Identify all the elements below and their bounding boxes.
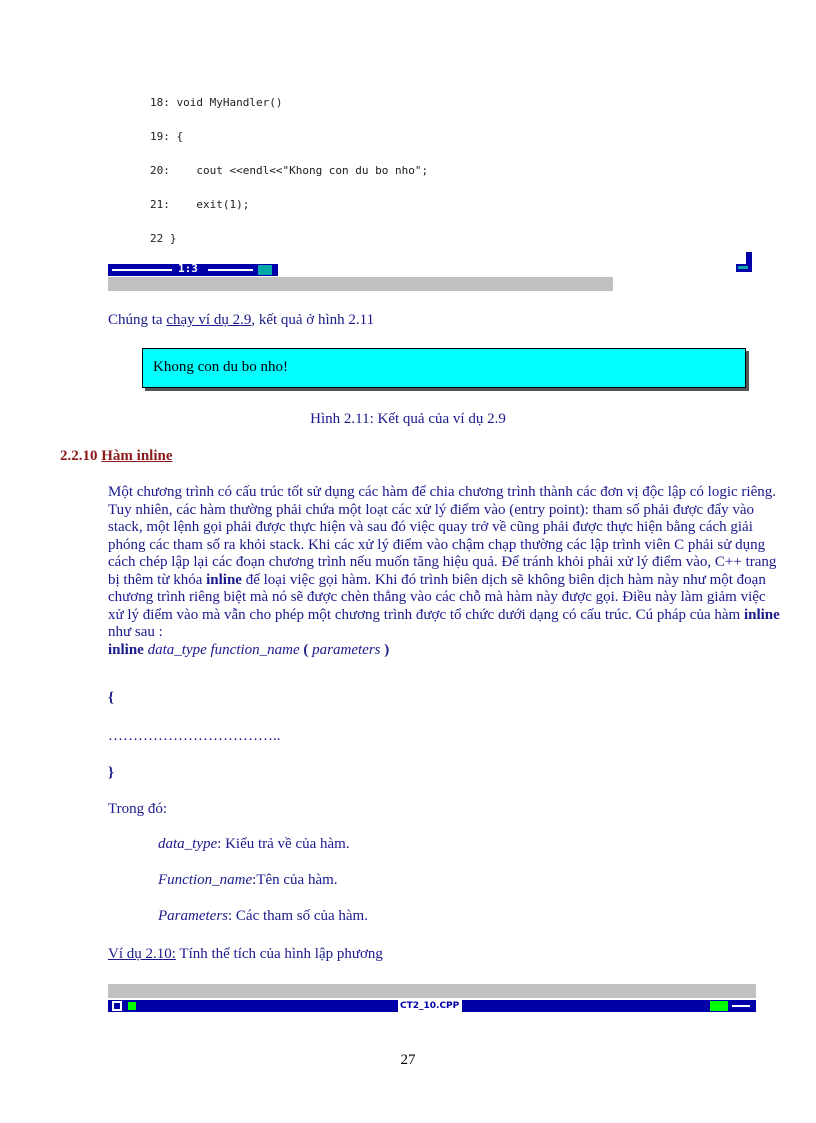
def-data-type: data_type: Kiểu trả về của hàm. (158, 836, 350, 852)
resize-corner-icon[interactable] (736, 252, 752, 272)
program-output-text: Khong con du bo nho! (153, 359, 288, 375)
ide-hotkey-bar (108, 277, 613, 291)
def-function-name: Function_name:Tên của hàm. (158, 872, 338, 888)
syntax-close-paren: ) (384, 641, 390, 658)
cursor-position: 1:3 (178, 262, 198, 275)
syntax-params: parameters (312, 641, 381, 658)
code-line-18: 18: void MyHandler() (150, 96, 283, 109)
syntax-open-paren: ( (303, 641, 309, 658)
brace-close: } (108, 765, 114, 781)
run-sentence-suffix: , kết quả ở hình 2.11 (251, 312, 375, 328)
program-output-box (142, 348, 746, 388)
ide-editor-frame (108, 264, 278, 276)
run-sentence-prefix: Chúng ta (108, 312, 167, 328)
code-line-19: 19: { (150, 130, 184, 143)
run-sentence (108, 312, 728, 330)
example-heading: Ví dụ 2.10: Tính thể tích của hình lập phương (108, 946, 383, 962)
section-title: Hàm inline (101, 448, 173, 464)
figure-caption: Hình 2.11: Kết quả của ví dụ 2.9 (310, 411, 506, 427)
window-indicator-icon (128, 1002, 136, 1010)
ide-window-frame (108, 1000, 756, 1012)
syntax-name: function_name (210, 641, 300, 658)
code-line-20: 20: cout <<endl<<"Khong con du bo nho"; (150, 164, 429, 177)
syntax-type: data_type (147, 641, 207, 658)
example-link[interactable]: Ví dụ 2.10: (108, 946, 176, 962)
editor-filename: CT2_10.CPP (400, 1001, 460, 1011)
page-number: 27 (400, 1052, 416, 1068)
brace-open: { (108, 690, 114, 706)
scroll-arrow-icon[interactable] (258, 265, 272, 275)
code-line-22: 22 } (150, 232, 177, 245)
body-paragraph: Một chương trình có cấu trúc tốt sử dụng các hàm để chia chương trình thành các đơn vị độc lập có logic riêng. Tuy nhiên, các hàm thường phải chứa một loạt các xử lý điểm vào (entry point): tham số phải được đẩy vào stack, một lệnh gọi phải được thực hiện và sau đó việc quay trở về cũng phải được thực hiện bằng cách giải phóng các tham số ra khỏi stack. Khi các xử lý điểm vào chậm chạp thường các lập trình viên C phải sử dụng cách chép lập lại các đoạn chương trình nếu muốn tăng hiệu quả. Để tránh khỏi phải xử lý điểm vào, C++ trang bị thêm từ khóa inline để loại việc gọi hàm. Khi đó trình biên dịch sẽ không biên dịch hàm này như một đoạn chương trình riêng biệt mà nó sẽ được chèn thẳng vào các chỗ mà hàm này được gọi. Điều này làm giảm việc xử lý điểm vào mà vẫn cho phép một chương trình được tổ chức dưới dạng có cấu trúc. Cú pháp của hàm inline như sau : inline data_type function_name ( parameters ) (108, 484, 780, 658)
code-line-21: 21: exit(1); (150, 198, 250, 211)
section-heading (60, 448, 173, 465)
where-label: Trong đó: (108, 801, 168, 817)
close-box-icon[interactable] (112, 1001, 122, 1011)
syntax-keyword: inline (108, 641, 144, 658)
ide-menu-bar (108, 984, 756, 998)
section-number: 2.2.10 (60, 448, 98, 464)
zoom-box-icon[interactable] (710, 1001, 728, 1011)
dots-placeholder: …………………………….. (108, 728, 281, 744)
run-example-link[interactable]: chạy ví dụ 2.9 (166, 312, 252, 328)
def-parameters: Parameters: Các tham số của hàm. (158, 908, 368, 924)
filename-tab (398, 1000, 462, 1012)
